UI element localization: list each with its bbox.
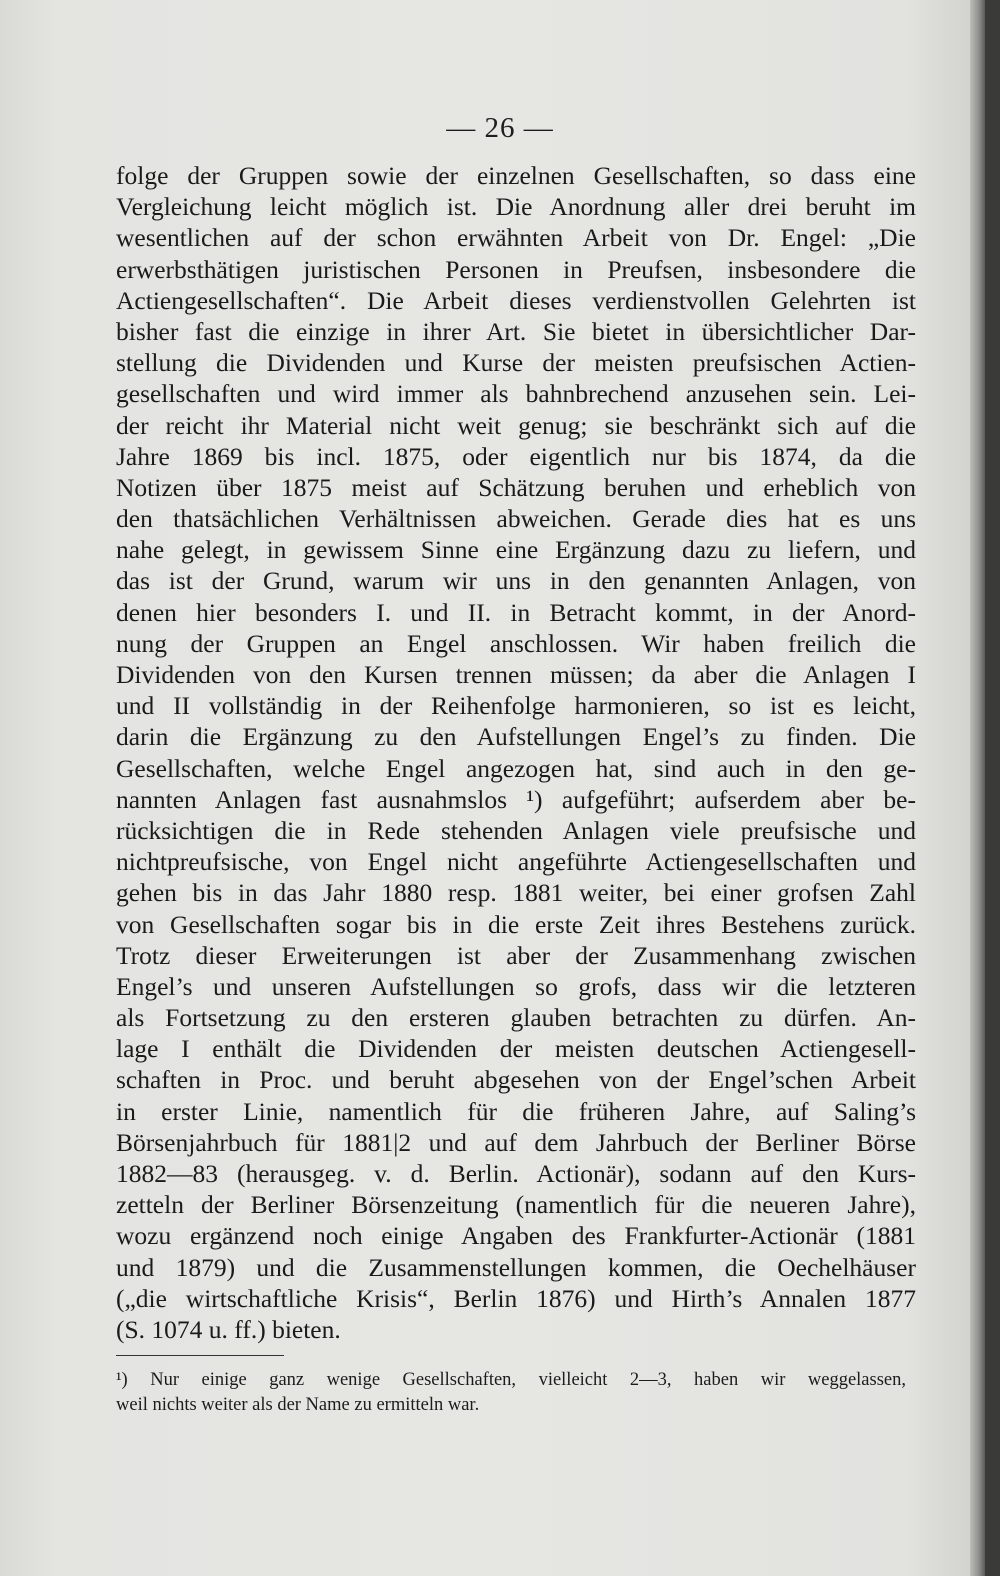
body-text xyxy=(116,160,916,1345)
text-line: der reicht ihr Material nicht weit genug; sie beschränkt sich auf die xyxy=(116,410,916,440)
text-line: Jahre 1869 bis incl. 1875, oder eigentlich nur bis 1874, da die xyxy=(116,441,916,471)
text-line: und II vollständig in der Reihenfolge harmonieren, so ist es leicht, xyxy=(116,691,916,721)
text-line: gehen bis in das Jahr 1880 resp. 1881 weiter, bei einer grofsen Zahl xyxy=(116,878,916,908)
footnote-line: ¹) Nur einige ganz wenige Gesellschaften, vielleicht 2—3, haben wir weggelassen, xyxy=(116,1370,906,1390)
text-line: wozu ergänzend noch einige Angaben des Frankfurter-Actionär (1881 xyxy=(116,1221,916,1251)
page-number: — 26 — xyxy=(446,112,554,144)
text-line: Gesellschaften, welche Engel angezogen hat, sind auch in den ge- xyxy=(116,753,916,783)
text-line: nahe gelegt, in gewissem Sinne eine Ergänzung dazu zu liefern, und xyxy=(116,535,916,565)
text-line: bisher fast die einzige in ihrer Art. Sie bietet in übersichtlicher Dar- xyxy=(116,316,916,346)
text-line: den thatsächlichen Verhältnissen abweichen. Gerade dies hat es uns xyxy=(116,504,916,534)
text-line: darin die Ergänzung zu den Aufstellungen Engel’s zu finden. Die xyxy=(116,722,916,752)
text-line: nichtpreufsische, von Engel nicht angeführte Actiengesellschaften und xyxy=(116,847,916,877)
text-line: Notizen über 1875 meist auf Schätzung beruhen und erheblich von xyxy=(116,472,916,502)
text-line: denen hier besonders I. und II. in Betracht kommt, in der Anord- xyxy=(116,597,916,627)
text-line: Actiengesellschaften“. Die Arbeit dieses verdienstvollen Gelehrten ist xyxy=(116,285,916,315)
text-line: Vergleichung leicht möglich ist. Die Anordnung aller drei beruht im xyxy=(116,192,916,222)
footnote-line: weil nichts weiter als der Name zu ermitteln war. xyxy=(116,1395,480,1415)
text-line: rücksichtigen die in Rede stehenden Anlagen viele preufsische und xyxy=(116,815,916,845)
text-line: folge der Gruppen sowie der einzelnen Gesellschaften, so dass eine xyxy=(116,161,916,190)
text-line: Börsenjahrbuch für 1881|2 und auf dem Jahrbuch der Berliner Börse xyxy=(116,1127,916,1157)
page-edge-shadow xyxy=(970,0,985,1576)
text-line: von Gesellschaften sogar bis in die erste Zeit ihres Bestehens zurück. xyxy=(116,909,916,939)
text-line: stellung die Dividenden und Kurse der meisten preufsischen Actien- xyxy=(116,348,916,378)
text-line: 1882—83 (herausgeg. v. d. Berlin. Actionär), sodann auf den Kurs- xyxy=(116,1159,916,1188)
text-line: Engel’s und unseren Aufstellungen so grofs, dass wir die letzteren xyxy=(116,971,916,1001)
text-line: erwerbsthätigen juristischen Personen in Preufsen, insbesondere die xyxy=(116,254,916,284)
footnote xyxy=(116,1368,906,1418)
text-line: (S. 1074 u. ff.) bieten. xyxy=(116,1314,341,1344)
text-line: wesentlichen auf der schon erwähnten Arbeit von Dr. Engel: „Die xyxy=(116,223,916,253)
text-line: und 1879) und die Zusammenstellungen kommen, die Oechelhäuser xyxy=(116,1252,916,1282)
text-line: („die wirtschaftliche Krisis“, Berlin 1876) und Hirth’s Annalen 1877 xyxy=(116,1283,916,1313)
text-line: Trotz dieser Erweiterungen ist aber der Zusammenhang zwischen xyxy=(116,940,916,970)
text-line: in erster Linie, namentlich für die früheren Jahre, auf Saling’s xyxy=(116,1096,916,1126)
text-line: als Fortsetzung zu den ersteren glauben betrachten zu dürfen. An- xyxy=(116,1003,916,1033)
text-line: gesellschaften und wird immer als bahnbrechend anzusehen sein. Lei- xyxy=(116,379,916,409)
text-line: schaften in Proc. und beruht abgesehen von der Engel’schen Arbeit xyxy=(116,1065,916,1095)
text-line: Dividenden von den Kursen trennen müssen; da aber die Anlagen I xyxy=(116,660,916,689)
text-line: zetteln der Berliner Börsenzeitung (namentlich für die neueren Jahre), xyxy=(116,1190,916,1220)
text-line: das ist der Grund, warum wir uns in den genannten Anlagen, von xyxy=(116,566,916,596)
text-line: nannten Anlagen fast ausnahmslos ¹) aufgeführt; aufserdem aber be- xyxy=(116,784,916,814)
text-line: lage I enthält die Dividenden der meisten deutschen Actiengesell- xyxy=(116,1034,916,1064)
text-line: nung der Gruppen an Engel anschlossen. Wir haben freilich die xyxy=(116,628,916,658)
footnote-rule xyxy=(116,1355,284,1356)
